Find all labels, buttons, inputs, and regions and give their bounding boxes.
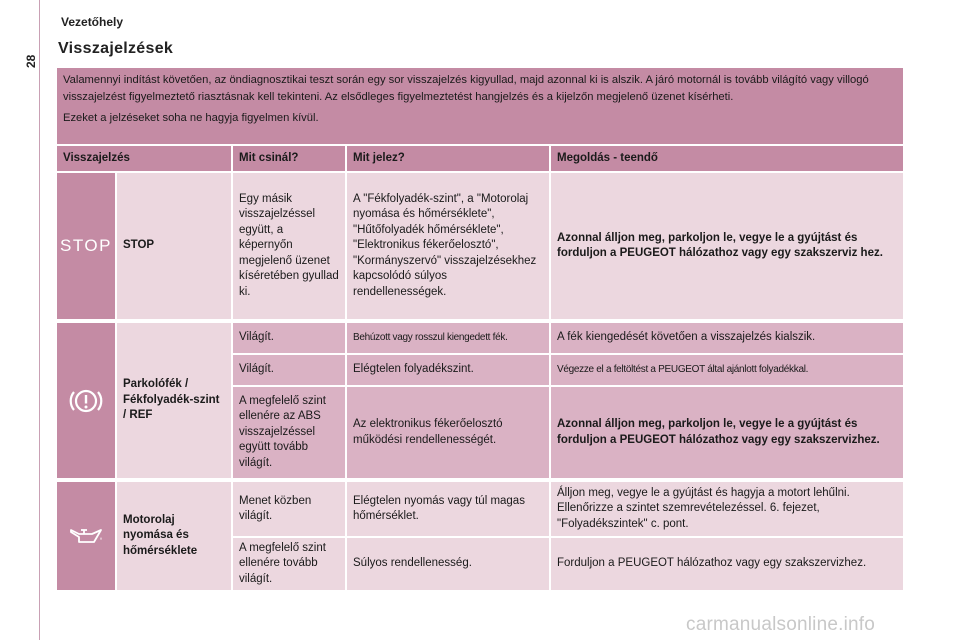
brake-row1-what: Világít.: [233, 323, 345, 353]
header-solution: Megoldás - teendő: [551, 146, 903, 171]
brake-row2-meaning: Elégtelen folyadékszint.: [347, 355, 549, 385]
intro-paragraph-2: Ezeket a jelzéseket soha ne hagyja figyelmen kívül.: [63, 112, 319, 124]
brake-row2-solution: Végezze el a feltöltést a PEUGEOT által ajánlott folyadékkal.: [551, 355, 903, 385]
intro-paragraph-1: Valamennyi indítást követően, az öndiagnosztikai teszt során egy sor visszajelzés kigyullad, majd azonnal ki is alszik. A járó motornál is tovább világító vagy villogó visszajelzést figyelmeztető riasztásnak kell tekinteni. Az elsődleges figyelmeztetést hangjelzés és a kijelzőn megjelenő üzenet kísérheti.: [63, 74, 869, 103]
stop-name: STOP: [117, 173, 231, 319]
stop-meaning: A "Fékfolyadék-szint", a "Motorolaj nyomása és hőmérséklete", "Hűtőfolyadék hőmérséklete", "Elektronikus fékerőelosztó", "Kormányszervó" visszajelzésekhez kapcsolódó súlyos rendellenességek.: [347, 173, 549, 319]
header-what: Mit csinál?: [233, 146, 345, 171]
oil-row1-solution: Álljon meg, vegye le a gyújtást és hagyja a motort lehűlni. Ellenőrizze a szintet szemrevételezéssel. 6. fejezet, "Folyadékszintek" c. pont.: [551, 482, 903, 536]
brake-row1-meaning: Behúzott vagy rosszul kiengedett fék.: [347, 323, 549, 353]
oil-row2-what: A megfelelő szint ellenére tovább világít.: [233, 538, 345, 590]
oil-row1-meaning: Elégtelen nyomás vagy túl magas hőmérséklet.: [347, 482, 549, 536]
stop-what: Egy másik visszajelzéssel együtt, a képernyőn megjelenő üzenet kíséretében gyullad ki.: [233, 173, 345, 319]
section-title: Visszajelzések: [58, 40, 174, 57]
brake-name: Parkolófék / Fékfolyadék-szint / REF: [117, 323, 231, 478]
header-meaning: Mit jelez?: [347, 146, 549, 171]
brake-row3-meaning: Az elektronikus fékerőelosztó működési rendellenességét.: [347, 387, 549, 478]
oil-icon-cell: [57, 482, 115, 590]
oil-row2-meaning: Súlyos rendellenesség.: [347, 538, 549, 590]
intro-box: [57, 68, 903, 144]
oil-can-icon: [68, 525, 104, 547]
stop-icon-cell: [57, 173, 115, 319]
oil-row2-solution: Forduljon a PEUGEOT hálózathoz vagy egy szakszervizhez.: [551, 538, 903, 590]
side-bar: [39, 0, 40, 640]
brake-row2-what: Világít.: [233, 355, 345, 385]
stop-warning-icon: STOP: [60, 236, 112, 256]
brake-row1-solution: A fék kiengedését követően a visszajelzés kialszik.: [551, 323, 903, 353]
brake-row3-what: A megfelelő szint ellenére az ABS visszajelzéssel együtt tovább világít.: [233, 387, 345, 478]
oil-name: Motorolaj nyomása és hőmérséklete: [117, 482, 231, 590]
stop-solution: Azonnal álljon meg, parkoljon le, vegye le a gyújtást és forduljon a PEUGEOT hálózathoz vagy egy szakszerviz hez.: [551, 173, 903, 319]
page-number: 28: [24, 54, 38, 68]
section-header: Vezetőhely: [61, 15, 124, 29]
watermark: carmanualsonline.info: [686, 614, 876, 635]
header-indicator: Visszajelzés: [57, 146, 231, 171]
brake-warning-icon: [69, 384, 103, 418]
oil-row1-what: Menet közben világít.: [233, 482, 345, 536]
brake-row3-solution: Azonnal álljon meg, parkoljon le, vegye le a gyújtást és forduljon a PEUGEOT hálózathoz vagy egy szakszervizhez.: [551, 387, 903, 478]
brake-icon-cell: [57, 323, 115, 478]
